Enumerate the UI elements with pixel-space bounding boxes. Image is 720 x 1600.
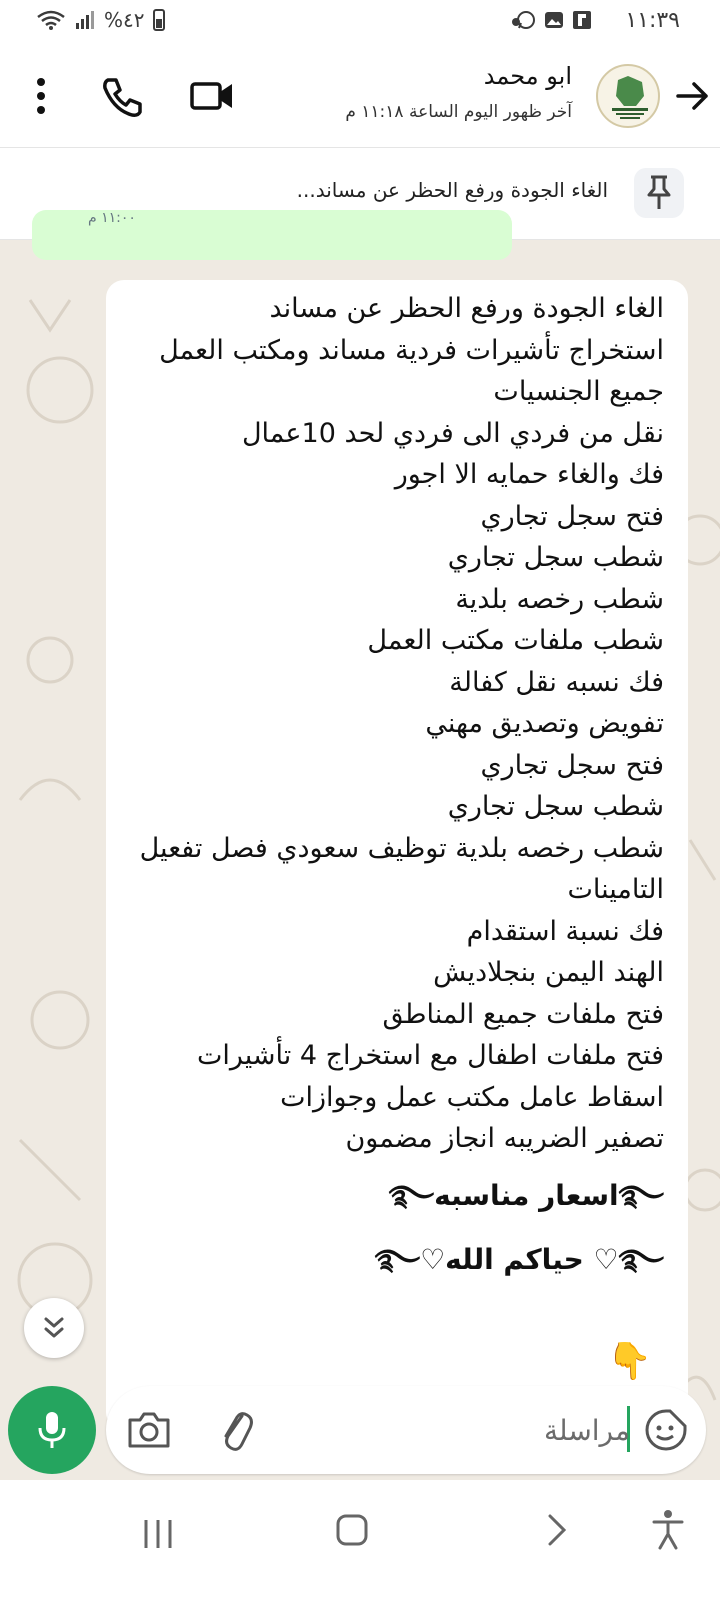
message-deco-line: ࿐♡ حياكم الله♡࿐: [374, 1242, 664, 1276]
status-app-icons: [516, 10, 592, 30]
more-options-icon[interactable]: [26, 74, 56, 118]
message-line: فتح سجل تجاري: [480, 500, 664, 532]
message-line: شطب ملفات مكتب العمل: [367, 625, 664, 656]
avatar[interactable]: [596, 64, 660, 128]
home-icon[interactable]: [332, 1510, 372, 1550]
scroll-to-bottom-button[interactable]: [24, 1298, 84, 1358]
message-line: شطب سجل تجاري: [447, 542, 664, 573]
last-seen: آخر ظهور اليوم الساعة ١١:١٨ م: [345, 102, 572, 122]
status-bar: [0, 0, 720, 44]
previous-message-bubble[interactable]: [32, 210, 512, 260]
back-arrow-icon[interactable]: [672, 76, 712, 116]
pointing-down-emoji: 👇: [607, 1341, 652, 1382]
chat-area[interactable]: [0, 210, 720, 1502]
notification-dot: [512, 18, 520, 26]
message-line: فتح سجل تجاري: [480, 749, 664, 781]
message-line: التامينات: [567, 874, 664, 905]
message-line: شطب سجل تجاري: [447, 791, 664, 822]
status-system-icons: [36, 8, 165, 32]
attach-icon[interactable]: [214, 1406, 258, 1454]
message-deco-line: ࿐اسعار مناسبه࿐: [388, 1178, 664, 1212]
message-line: اسقاط عامل مكتب عمل وجوازات: [280, 1081, 664, 1113]
voice-record-button[interactable]: [8, 1386, 96, 1474]
wifi-icon: [36, 9, 66, 31]
message-line: استخراج تأشيرات فردية مساند ومكتب العمل: [159, 334, 664, 366]
previous-message-time: ١١:٠٠ م: [88, 210, 136, 226]
avatar-logo-icon: [598, 66, 662, 130]
pin-icon: [634, 168, 684, 218]
message-line: شطب رخصه بلدية توظيف سعودي فصل تفعيل: [139, 832, 664, 864]
message-bubble[interactable]: [106, 280, 688, 1430]
message-line: الغاء الجودة ورفع الحظر عن مساند: [269, 293, 664, 324]
message-input-box[interactable]: [106, 1386, 706, 1474]
nav-back-icon[interactable]: [536, 1510, 576, 1550]
message-text: [124, 288, 664, 1282]
status-time: ١١:٣٩: [625, 8, 680, 33]
message-line: نقل من فردي الى فردي لحد 10عمال: [241, 417, 664, 449]
message-line: فك نسبه نقل كفالة: [449, 666, 664, 698]
contact-name[interactable]: ابو محمد: [483, 62, 572, 90]
message-line: فتح ملفات اطفال مع استخراج 4 تأشيرات: [196, 1040, 664, 1071]
composer: [0, 1384, 720, 1484]
message-line: الهند اليمن بنجلاديش: [433, 957, 664, 988]
message-line: تفويض وتصديق مهني: [425, 708, 664, 739]
gallery-icon: [544, 10, 564, 30]
message-line: جميع الجنسيات: [493, 376, 664, 407]
emoji-sticker-icon[interactable]: [644, 1408, 688, 1452]
accessibility-icon[interactable]: [648, 1508, 688, 1552]
voice-call-icon[interactable]: [100, 74, 144, 118]
pinned-message-text: الغاء الجودة ورفع الحظر عن مساند...: [296, 178, 608, 202]
chat-header: [0, 44, 720, 148]
microphone-icon: [35, 1410, 69, 1450]
battery-icon: [153, 9, 165, 31]
message-line: فك والغاء حمايه الا اجور: [394, 459, 664, 490]
battery-percent: %٤٢: [104, 8, 145, 32]
signal-icon: [74, 9, 96, 31]
message-line: فك نسبة استقدام: [466, 915, 664, 947]
camera-icon[interactable]: [126, 1408, 172, 1452]
video-call-icon[interactable]: [190, 74, 234, 118]
system-nav-bar: [0, 1480, 720, 1600]
double-chevron-down-icon: [39, 1313, 69, 1343]
message-line: تصفير الضريبه انجاز مضمون: [345, 1123, 664, 1154]
flipboard-icon: [572, 10, 592, 30]
recent-apps-icon[interactable]: [138, 1514, 178, 1554]
message-line: فتح ملفات جميع المناطق: [382, 998, 664, 1030]
message-line: شطب رخصه بلدية: [455, 583, 664, 615]
message-input[interactable]: [300, 1406, 630, 1454]
